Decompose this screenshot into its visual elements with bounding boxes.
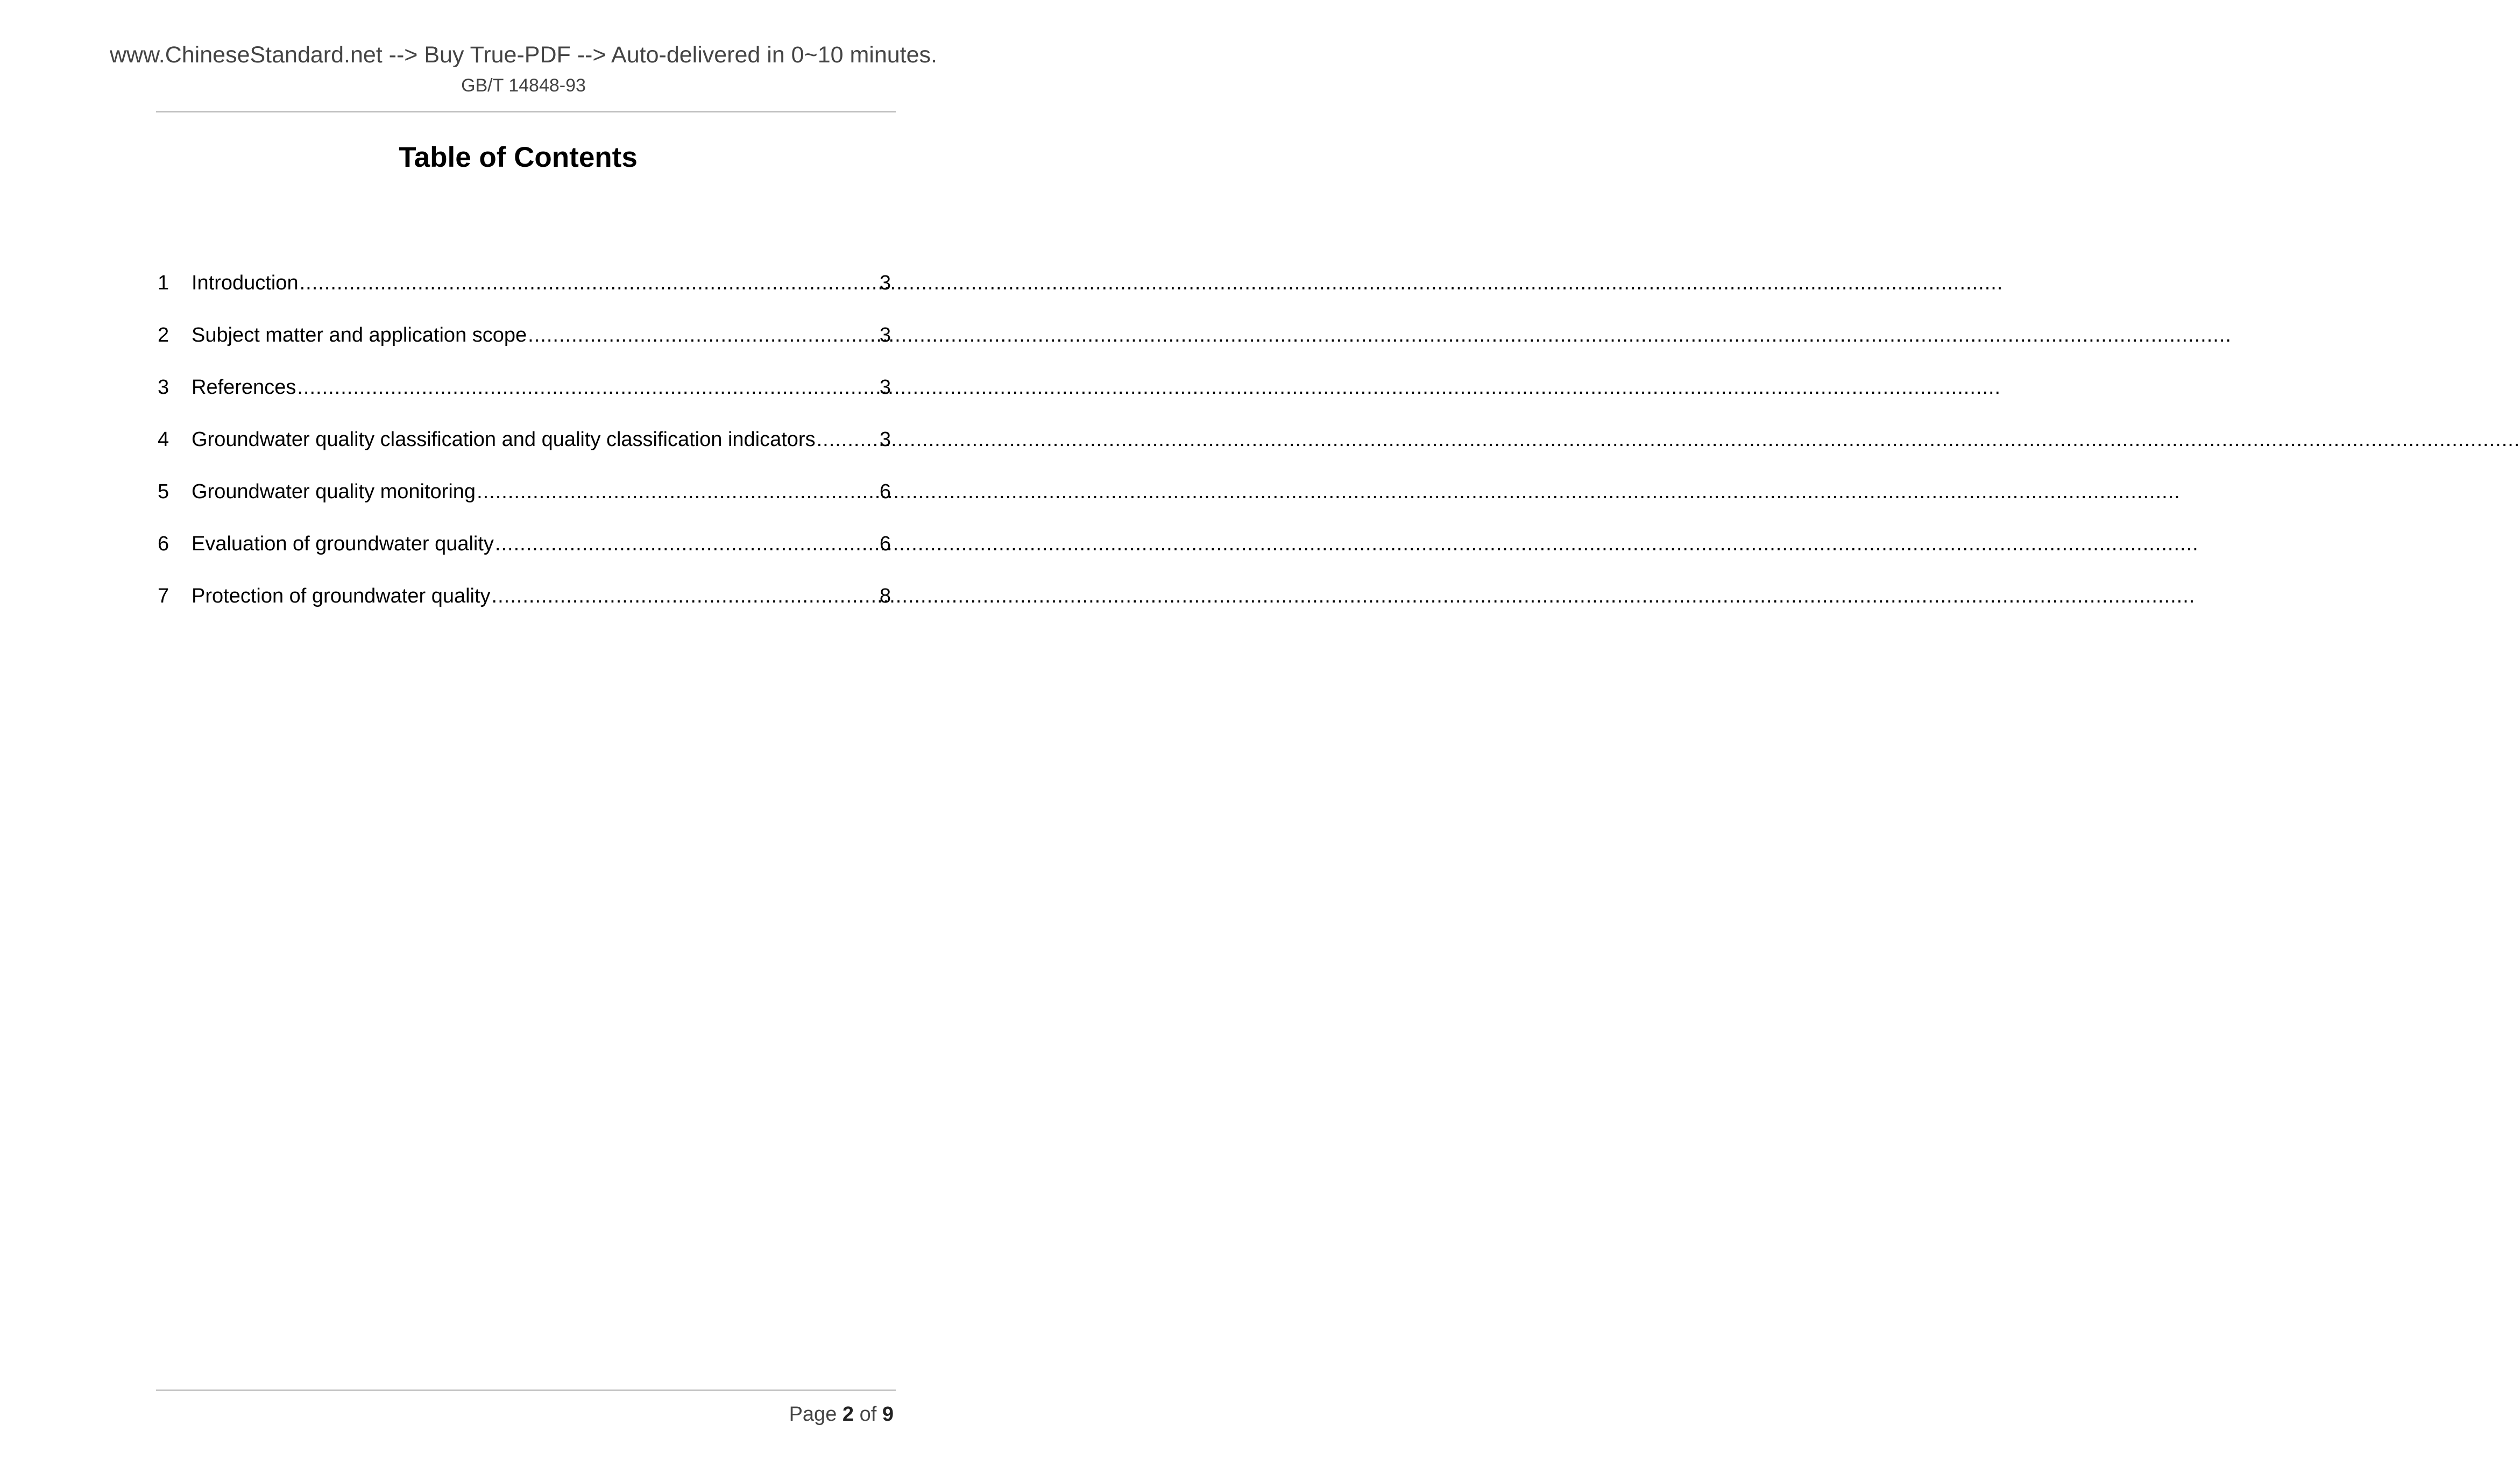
- toc-entry-monitoring[interactable]: [158, 477, 891, 529]
- toc-title: Table of Contents: [399, 141, 638, 173]
- standard-code: GB/T 14848-93: [461, 75, 586, 96]
- toc-dot-leader: [492, 581, 879, 611]
- toc-entry-number: 3: [158, 376, 169, 399]
- toc-entry-page: 3: [879, 428, 891, 451]
- page-label: Page: [789, 1403, 837, 1426]
- toc-entry-page: 8: [879, 585, 891, 607]
- toc-entry-subject-matter[interactable]: [158, 320, 891, 372]
- toc-entry-evaluation[interactable]: [158, 529, 891, 581]
- toc-dot-leader: [528, 320, 879, 350]
- toc-dot-leader: [817, 424, 879, 455]
- current-page-number: 2: [842, 1403, 854, 1426]
- toc-entry-number: 2: [158, 324, 169, 346]
- toc-entry-number: 5: [158, 480, 169, 503]
- header-divider: [156, 111, 896, 112]
- toc-entry-title: Introduction: [192, 272, 299, 294]
- toc-entry-number: 1: [158, 272, 169, 294]
- toc-entry-references[interactable]: [158, 372, 891, 424]
- toc-entry-protection[interactable]: [158, 581, 891, 633]
- toc-entry-introduction[interactable]: [158, 268, 891, 320]
- toc-dot-leader: [477, 477, 879, 507]
- toc-entry-title: Subject matter and application scope: [192, 324, 527, 346]
- page-indicator: [789, 1403, 894, 1426]
- toc-entry-page: 3: [879, 324, 891, 346]
- toc-entry-page: 3: [879, 272, 891, 294]
- toc-entry-page: 6: [879, 480, 891, 503]
- toc-entry-number: 7: [158, 585, 169, 607]
- toc-entry-title: Evaluation of groundwater quality: [192, 533, 494, 555]
- toc-entry-page: 6: [879, 533, 891, 555]
- toc-dot-leader: [495, 529, 879, 559]
- toc-dot-leader: [300, 268, 879, 298]
- toc-entry-title: References: [192, 376, 296, 399]
- toc-dot-leader: [297, 372, 879, 402]
- toc-entry-title: Groundwater quality monitoring: [192, 480, 476, 503]
- of-label: of: [859, 1403, 877, 1426]
- toc-list: [158, 268, 891, 633]
- toc-entry-number: 6: [158, 533, 169, 555]
- toc-entry-title: Protection of groundwater quality: [192, 585, 491, 607]
- toc-entry-classification[interactable]: [158, 424, 891, 477]
- toc-entry-page: 3: [879, 376, 891, 399]
- total-pages-number: 9: [882, 1403, 894, 1426]
- footer-divider: [156, 1390, 896, 1391]
- toc-entry-number: 4: [158, 428, 169, 451]
- header-banner: www.ChineseStandard.net --> Buy True-PDF --> Auto-delivered in 0~10 minutes.: [109, 42, 937, 68]
- toc-entry-title: Groundwater quality classification and quality classification indicators: [192, 428, 816, 451]
